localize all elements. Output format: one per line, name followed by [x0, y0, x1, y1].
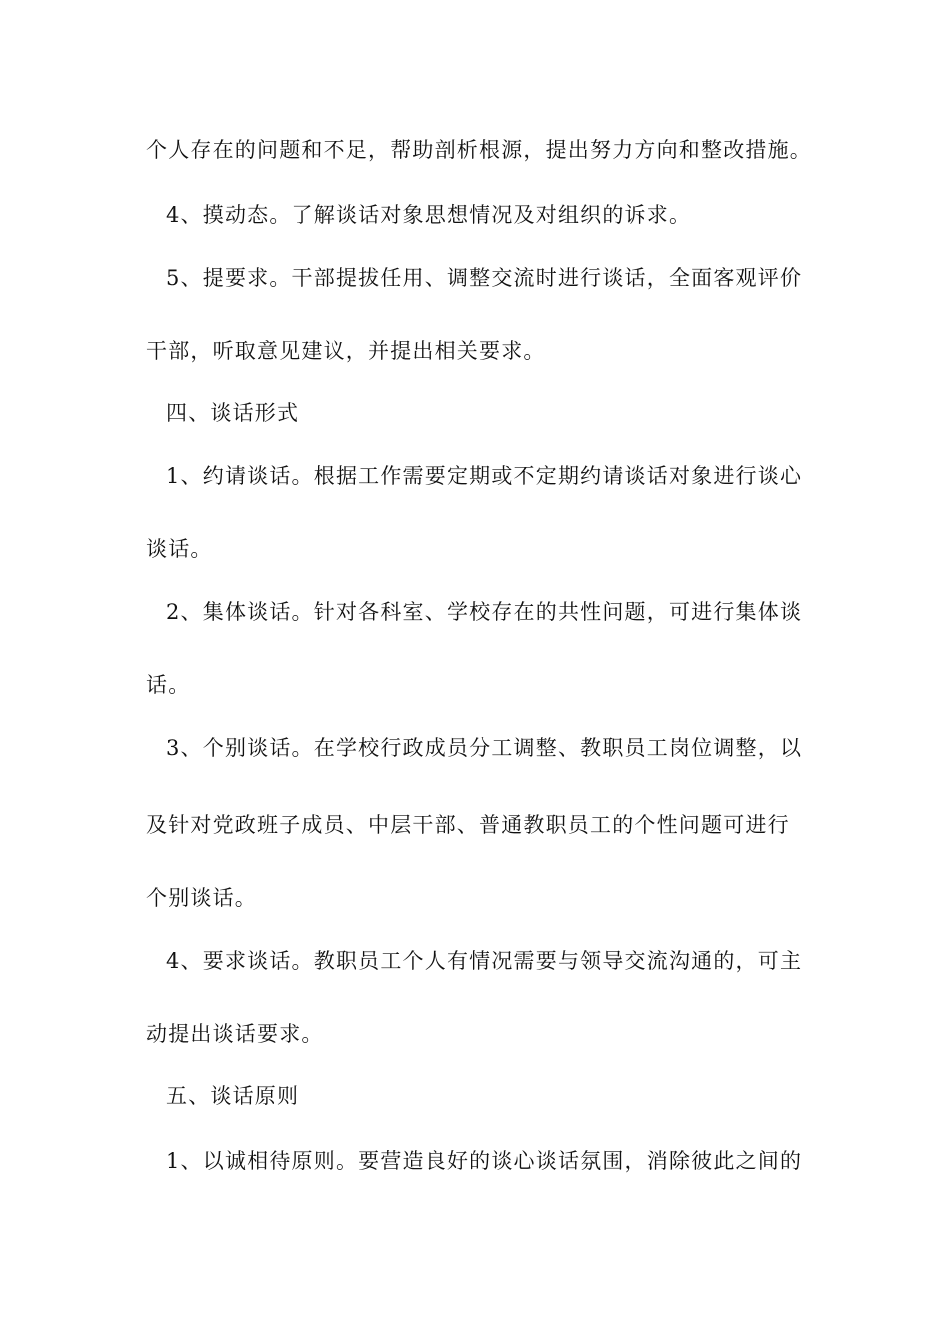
paragraph-line: 1、以诚相待原则。要营造良好的谈心谈话氛围，消除彼此之间的: [166, 1149, 803, 1173]
paragraph-line: 个别谈话。: [146, 886, 257, 910]
section-heading: 五、谈话原则: [166, 1084, 300, 1108]
paragraph-line: 2、集体谈话。针对各科室、学校存在的共性问题，可进行集体谈: [166, 600, 803, 624]
paragraph-line: 动提出谈话要求。: [146, 1022, 324, 1046]
paragraph-line: 3、个别谈话。在学校行政成员分工调整、教职员工岗位调整，以: [166, 736, 803, 760]
paragraph-line: 4、要求谈话。教职员工个人有情况需要与领导交流沟通的，可主: [166, 949, 803, 973]
paragraph-line: 1、约请谈话。根据工作需要定期或不定期约请谈话对象进行谈心: [166, 464, 803, 488]
paragraph-line: 5、提要求。干部提拔任用、调整交流时进行谈话，全面客观评价: [166, 266, 803, 290]
paragraph-line: 及针对党政班子成员、中层干部、普通教职员工的个性问题可进行: [146, 813, 790, 837]
section-heading: 四、谈话形式: [166, 401, 300, 425]
paragraph-line: 4、摸动态。了解谈话对象思想情况及对组织的诉求。: [166, 203, 692, 227]
paragraph-line: 干部，听取意见建议，并提出相关要求。: [146, 339, 546, 363]
paragraph-line: 话。: [146, 673, 191, 697]
paragraph-line: 个人存在的问题和不足，帮助剖析根源，提出努力方向和整改措施。: [146, 138, 812, 162]
paragraph-line: 谈话。: [146, 537, 213, 561]
